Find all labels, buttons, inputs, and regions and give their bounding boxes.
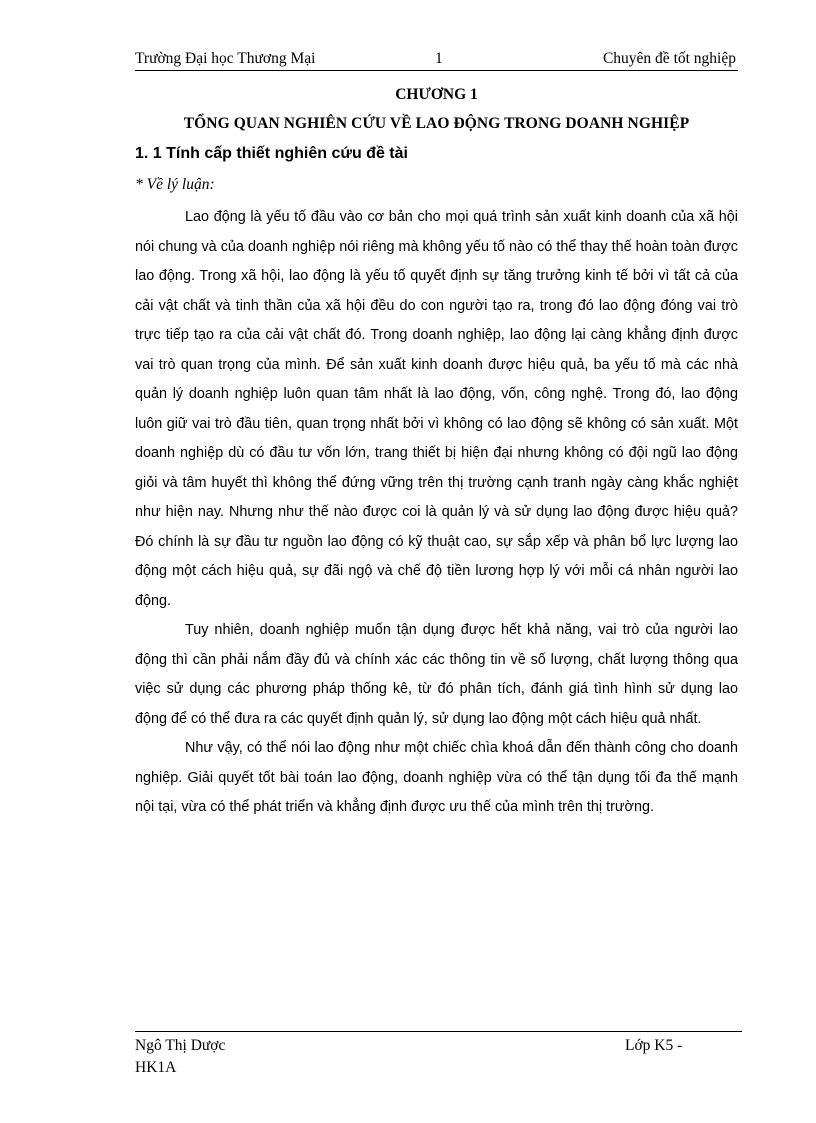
- page-header: [135, 48, 738, 71]
- section-subheading: * Về lý luận:: [135, 176, 215, 193]
- footer-class-continued: HK1A: [135, 1059, 177, 1076]
- paragraph: Lao động là yếu tố đầu vào cơ bản cho mọi quá trình sản xuất kinh doanh của xã hội nói chung và của doanh nghiệp nói riêng mà không yếu tố nào có thể thay thế hoàn toàn được lao động. Trong xã hội, lao động là yếu tố quyết định sự tăng trưởng kinh tế bởi vì tất cả của cải vật chất và tinh thần của xã hội đều do con người tạo ra, trong đó lao động đóng vai trò trực tiếp tạo ra của cải vật chất đó. Trong doanh nghiệp, lao động lại càng khẳng định được vai trò quan trọng của mình. Để sản xuất kinh doanh được hiệu quả, ba yếu tố mà các nhà quản lý doanh nghiệp luôn quan tâm nhất là lao động, vốn, công nghệ. Trong đó, lao động luôn giữ vai trò đầu tiên, quan trọng nhất bởi vì không có lao động sẽ không có sản xuất. Một doanh nghiệp dù có đầu tư vốn lớn, trang thiết bị hiện đại nhưng không có đội ngũ lao động giỏi và tâm huyết thì không thể đứng vững trên thị trường cạnh tranh ngày càng khắc nghiệt như hiện nay. Nhưng như thế nào được coi là quản lý và sử dụng lao động được hiệu quả? Đó chính là sự đầu tư nguồn lao động có kỹ thuật cao, sự sắp xếp và phân bổ lực lượng lao động một cách hiệu quả, sự đãi ngộ và chế độ tiền lương hợp lý với mỗi cá nhân người lao động.: [135, 209, 738, 609]
- paragraph: Tuy nhiên, doanh nghiệp muốn tận dụng được hết khả năng, vai trò của người lao động thì cần phải nắm đầy đủ và chính xác các thông tin về số lượng, chất lượng thông qua việc sử dụng các phương pháp thống kê, từ đó phân tích, đánh giá tình hình sử dụng lao động để có thể đưa ra các quyết định quản lý, sử dụng lao động một cách hiệu quả nhất.: [135, 622, 738, 727]
- section-heading: 1. 1 Tính cấp thiết nghiên cứu đề tài: [135, 145, 408, 162]
- footer-author: Ngô Thị Dược: [135, 1037, 226, 1054]
- chapter-title: TỔNG QUAN NGHIÊN CỨU VỀ LAO ĐỘNG TRONG DOANH NGHIỆP: [183, 115, 690, 132]
- footer-class: Lớp K5 -: [625, 1037, 683, 1054]
- header-university: Trường Đại học Thương Mại: [135, 50, 316, 67]
- page-footer: [135, 1031, 742, 1076]
- chapter-label: CHƯƠNG 1: [395, 86, 478, 103]
- body-text: [135, 203, 738, 823]
- header-document-type: Chuyên đề tốt nghiệp: [602, 50, 736, 67]
- paragraph: Như vậy, có thể nói lao động như một chiếc chìa khoá dẫn đến thành công cho doanh nghiệp. Giải quyết tốt bài toán lao động, doanh nghiệp vừa có thể tận dụng tối đa thế mạnh nội tại, vừa có thể phát triển và khẳng định được ưu thế của mình trên thị trường.: [135, 740, 738, 815]
- header-page-number: 1: [435, 50, 443, 67]
